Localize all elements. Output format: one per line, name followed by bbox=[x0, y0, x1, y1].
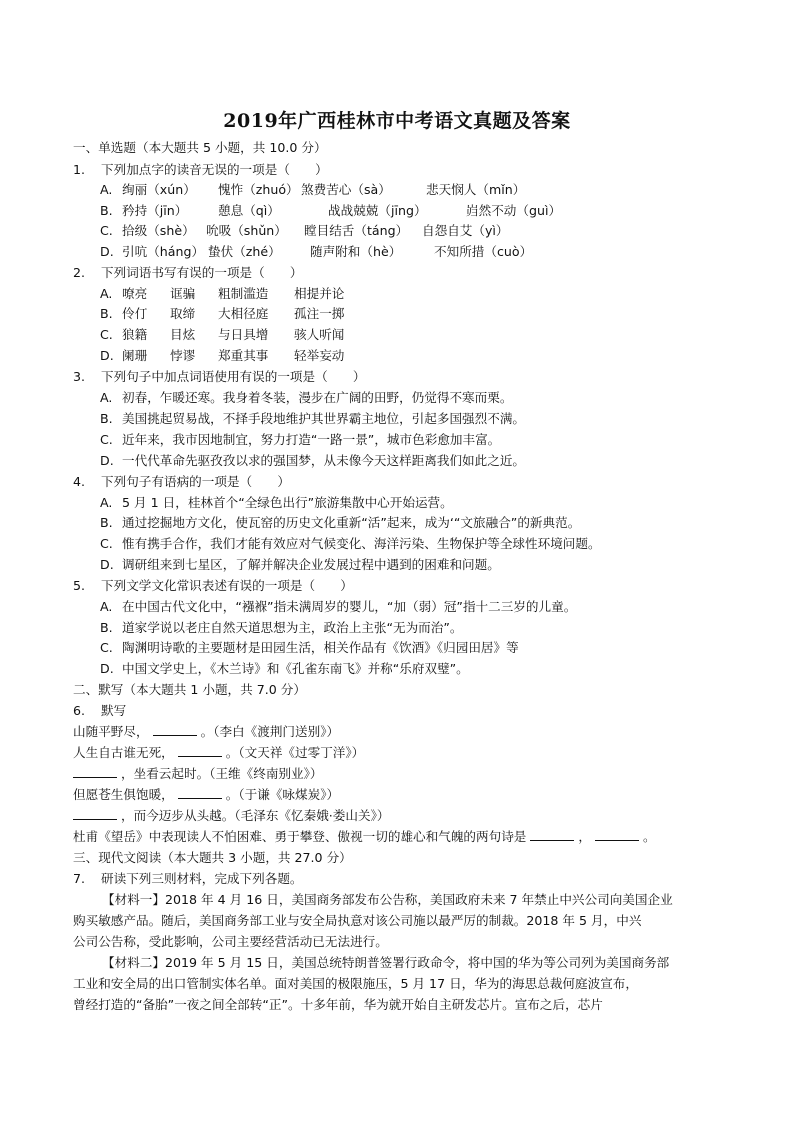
dictation-text: 但愿苍生俱饱暖， bbox=[73, 787, 174, 802]
option-label: B. bbox=[100, 306, 113, 321]
question-3 bbox=[73, 367, 365, 387]
option-label: D. bbox=[100, 453, 114, 468]
material-1-line-2: 购买敏感产品。随后，美国商务部工业与安全局执意对该公司施以最严厉的制裁。2018 年 5 月，中兴 bbox=[73, 913, 642, 928]
option-label: D. bbox=[100, 244, 114, 259]
q5-option-c bbox=[100, 638, 519, 658]
option-item: 相提并论 bbox=[294, 286, 345, 301]
option-text: 惟有携手合作，我们才能有效应对气候变化、海洋污染、生物保护等全球性环境问题。 bbox=[122, 536, 601, 551]
answer-blank[interactable] bbox=[178, 743, 222, 757]
question-number: 7. bbox=[73, 871, 86, 886]
option-label: C. bbox=[100, 432, 113, 447]
option-text: 中国文学史上，《木兰诗》和《孔雀东南飞》并称“乐府双璧”。 bbox=[122, 661, 469, 676]
question-4 bbox=[73, 472, 290, 492]
option-item: 憩息（qì） bbox=[218, 203, 280, 218]
q5-option-a bbox=[100, 597, 576, 617]
dictation-text: 人生自古谁无死， bbox=[73, 745, 174, 760]
question-stem: 研读下列三则材料，完成下列各题。 bbox=[101, 871, 303, 886]
answer-blank[interactable] bbox=[73, 764, 117, 778]
q2-option-a bbox=[100, 284, 344, 304]
material-2-line-3: 曾经打造的“备胎”一夜之间全部转“正”。十多年前，华为就开始自主研发芯片。宣布之后，芯片 bbox=[73, 997, 603, 1012]
section-heading-reading: 三、现代文阅读（本大题共 3 小题，共 27.0 分） bbox=[73, 850, 352, 865]
option-item: 不知所措（cuò） bbox=[434, 244, 533, 259]
option-item: 悲天悯人（mǐn） bbox=[426, 182, 526, 197]
dictation-text: 山随平野尽， bbox=[73, 724, 149, 739]
question-number: 6. bbox=[73, 703, 86, 718]
section-heading-dictation: 二、默写（本大题共 1 小题，共 7.0 分） bbox=[73, 682, 306, 697]
option-label: C. bbox=[100, 640, 113, 655]
option-label: C. bbox=[100, 327, 113, 342]
dictation-line-4 bbox=[73, 785, 339, 805]
dictation-source: 。（文天祥《过零丁洋》） bbox=[225, 745, 365, 760]
answer-blank[interactable] bbox=[73, 806, 117, 820]
question-6 bbox=[73, 701, 126, 721]
material-1-line-3: 公司公告称，受此影响，公司主要经营活动已无法进行。 bbox=[73, 934, 388, 949]
option-label: B. bbox=[100, 411, 113, 426]
option-label: B. bbox=[100, 203, 113, 218]
q4-option-c bbox=[100, 534, 601, 554]
material-2-line-1: 【材料二】2019 年 5 月 15 日，美国总统特朗普签署行政命令，将中国的华为等公司列为美国商务部 bbox=[102, 955, 670, 970]
dictation-line-1 bbox=[73, 722, 339, 742]
option-item: 煞费苦心（sà） bbox=[301, 182, 391, 197]
option-item: 骇人听闻 bbox=[294, 327, 345, 342]
q4-option-a bbox=[100, 493, 453, 513]
q1-option-c bbox=[100, 221, 509, 241]
option-text: 5 月 1 日，桂林首个“全绿色出行”旅游集散中心开始运营。 bbox=[122, 495, 453, 510]
option-item: 吮吸（shǔn） bbox=[206, 223, 287, 238]
option-item: 瞠目结舌（táng） bbox=[304, 223, 409, 238]
option-item: 随声附和（hè） bbox=[310, 244, 402, 259]
option-label: D. bbox=[100, 557, 114, 572]
q1-option-d bbox=[100, 242, 532, 262]
dictation-text: ， bbox=[578, 829, 591, 844]
material-1-line-1: 【材料一】2018 年 4 月 16 日，美国商务部发布公告称，美国政府未来 7 年禁止中兴公司向美国企业 bbox=[102, 892, 673, 907]
option-text: 美国挑起贸易战，不择手段地维护其世界霸主地位，引起多国强烈不满。 bbox=[122, 411, 525, 426]
option-text: 调研组来到七星区，了解并解决企业发展过程中遇到的困难和问题。 bbox=[122, 557, 500, 572]
answer-blank[interactable] bbox=[178, 785, 222, 799]
dictation-line-6 bbox=[73, 827, 656, 847]
dictation-line-2 bbox=[73, 743, 364, 763]
option-item: 轻举妄动 bbox=[294, 348, 345, 363]
q4-option-b bbox=[100, 513, 580, 533]
q3-option-b bbox=[100, 409, 525, 429]
option-label: A. bbox=[100, 182, 113, 197]
question-number: 1. bbox=[73, 162, 86, 177]
option-label: C. bbox=[100, 536, 113, 551]
answer-blank[interactable] bbox=[153, 722, 197, 736]
answer-blank[interactable] bbox=[595, 827, 639, 841]
option-text: 道家学说以老庄自然天道思想为主，政治上主张“无为而治”。 bbox=[122, 620, 463, 635]
question-number: 5. bbox=[73, 578, 86, 593]
option-label: B. bbox=[100, 620, 113, 635]
question-7 bbox=[73, 869, 303, 889]
q2-option-d bbox=[100, 346, 344, 366]
option-item: 蛰伏（zhé） bbox=[208, 244, 281, 259]
question-2 bbox=[73, 263, 303, 283]
document-title: 2019年广西桂林市中考语文真题及答案 bbox=[223, 110, 571, 132]
q2-option-b bbox=[100, 304, 344, 324]
option-item: 阑珊 bbox=[122, 348, 148, 363]
option-label: A. bbox=[100, 599, 113, 614]
question-stem: 默写 bbox=[101, 703, 127, 718]
option-item: 狼籍 bbox=[122, 327, 148, 342]
dictation-text: 杜甫《望岳》中表现读人不怕困难、勇于攀登、傲视一切的雄心和气魄的两句诗是 bbox=[73, 829, 527, 844]
answer-blank[interactable] bbox=[530, 827, 574, 841]
option-item: 拾级（shè） bbox=[122, 223, 195, 238]
option-label: A. bbox=[100, 286, 113, 301]
q2-option-c bbox=[100, 325, 344, 345]
question-stem: 下列文学文化常识表述有误的一项是（ ） bbox=[101, 578, 353, 593]
q1-option-a bbox=[100, 180, 525, 200]
option-item: 矜持（jīn） bbox=[122, 203, 188, 218]
material-2-line-2: 工业和安全局的出口管制实体名单。面对美国的极限施压，5 月 17 日，华为的海思总裁何庭波宣布， bbox=[73, 976, 638, 991]
dictation-text: 。 bbox=[642, 829, 656, 844]
dictation-line-5 bbox=[73, 806, 389, 826]
question-stem: 下列词语书写有误的一项是（ ） bbox=[101, 265, 303, 280]
dictation-source: ，坐看云起时。（王维《终南别业》） bbox=[121, 766, 323, 781]
q1-option-b bbox=[100, 201, 561, 221]
q3-option-a bbox=[100, 388, 512, 408]
option-item: 绚丽（xún） bbox=[122, 182, 196, 197]
question-stem: 下列句子有语病的一项是（ ） bbox=[101, 474, 290, 489]
option-label: B. bbox=[100, 515, 113, 530]
option-label: D. bbox=[100, 661, 114, 676]
option-item: 目炫 bbox=[170, 327, 196, 342]
option-label: C. bbox=[100, 223, 113, 238]
option-item: 郑重其事 bbox=[218, 348, 269, 363]
option-label: D. bbox=[100, 348, 114, 363]
option-text: 通过挖掘地方文化，使瓦窑的历史文化重新“活”起来，成为‘“文旅融合”的新典范。 bbox=[122, 515, 581, 530]
option-item: 愧怍（zhuó） bbox=[218, 182, 299, 197]
option-item: 粗制滥造 bbox=[218, 286, 269, 301]
option-item: 孤注一掷 bbox=[294, 306, 345, 321]
dictation-source: ，而今迈步从头越。（毛泽东《忆秦娥·娄山关》） bbox=[121, 808, 390, 823]
option-text: 初春，乍暖还寒。我身着冬装，漫步在广阔的田野，仍觉得不寒而栗。 bbox=[122, 390, 513, 405]
option-item: 取缔 bbox=[170, 306, 196, 321]
option-label: A. bbox=[100, 390, 113, 405]
q5-option-d bbox=[100, 659, 469, 679]
option-item: 伶仃 bbox=[122, 306, 148, 321]
option-item: 战战兢兢（jīng） bbox=[328, 203, 427, 218]
option-item: 引吭（háng） bbox=[122, 244, 205, 259]
option-item: 岿然不动（guì） bbox=[466, 203, 562, 218]
question-1 bbox=[73, 160, 328, 180]
option-item: 大相径庭 bbox=[218, 306, 269, 321]
q3-option-d bbox=[100, 451, 525, 471]
option-text: 近年来，我市因地制宜，努力打造“一路一景”，城市色彩愈加丰富。 bbox=[122, 432, 501, 447]
section-heading-single-choice: 一、单选题（本大题共 5 小题，共 10.0 分） bbox=[73, 140, 327, 155]
option-item: 悖谬 bbox=[170, 348, 196, 363]
option-text: 一代代革命先驱孜孜以求的强国梦，从未像今天这样距离我们如此之近。 bbox=[122, 453, 525, 468]
option-item: 与日具增 bbox=[218, 327, 269, 342]
option-item: 自怨自艾（yì） bbox=[422, 223, 509, 238]
question-number: 4. bbox=[73, 474, 86, 489]
dictation-line-3 bbox=[73, 764, 323, 784]
question-5 bbox=[73, 576, 353, 596]
option-item: 诓骗 bbox=[170, 286, 196, 301]
option-text: 陶渊明诗歌的主要题材是田园生活，相关作品有《饮酒》《归园田居》等 bbox=[122, 640, 519, 655]
dictation-source: 。（于谦《咏煤炭》） bbox=[225, 787, 340, 802]
option-text: 在中国古代文化中，“襁褓”指未满周岁的婴儿，“加（弱）冠”指十二三岁的儿童。 bbox=[122, 599, 577, 614]
q4-option-d bbox=[100, 555, 500, 575]
dictation-source: 。（李白《渡荆门送别》） bbox=[200, 724, 340, 739]
option-item: 嘹亮 bbox=[122, 286, 148, 301]
q5-option-b bbox=[100, 618, 463, 638]
question-number: 3. bbox=[73, 369, 86, 384]
question-number: 2. bbox=[73, 265, 86, 280]
question-stem: 下列加点字的读音无误的一项是（ ） bbox=[101, 162, 328, 177]
q3-option-c bbox=[100, 430, 500, 450]
question-stem: 下列句子中加点词语使用有误的一项是（ ） bbox=[101, 369, 366, 384]
option-label: A. bbox=[100, 495, 113, 510]
